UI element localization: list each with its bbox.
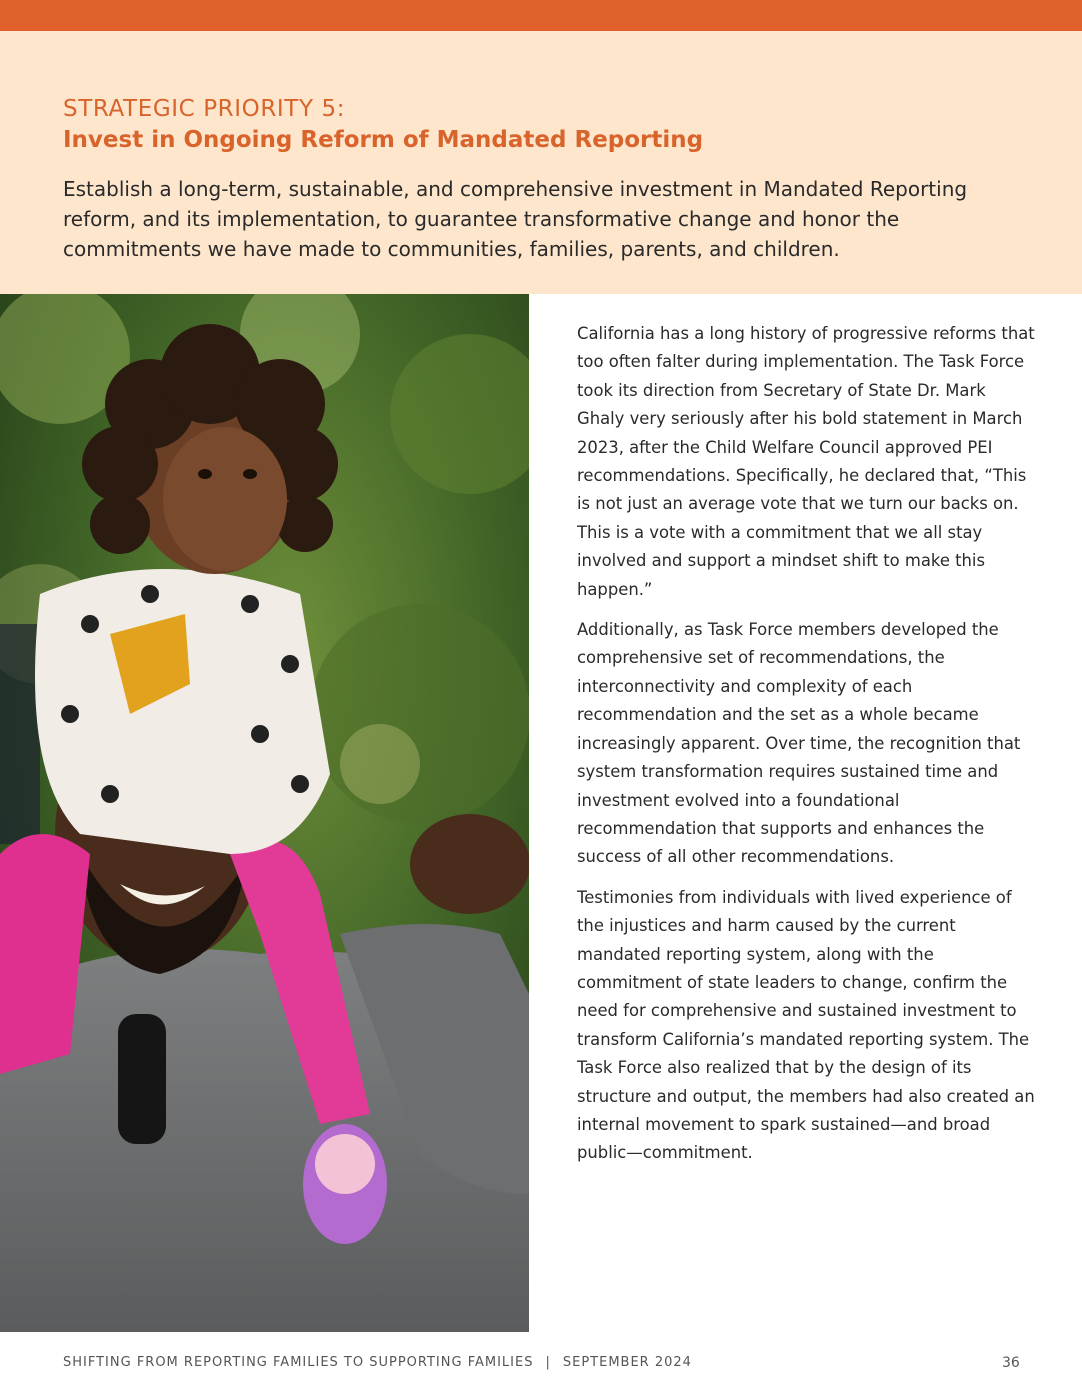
section-kicker: STRATEGIC PRIORITY 5:: [63, 96, 346, 122]
top-accent-bar: [0, 0, 1082, 31]
family-photo: [0, 294, 529, 1332]
page-number: 36: [1002, 1355, 1020, 1371]
section-intro: Establish a long-term, sustainable, and comprehensive investment in Mandated Reporting reform, and its implementation, to guarantee transformative change and honor the commitments we have made to communities, families, parents, and children.: [63, 177, 968, 261]
body-paragraph: Additionally, as Task Force members developed the comprehensive set of recommendations, the interconnectivity and complexity of each recommendation and the set as a whole became increasingly apparent. Over time, the recognition that system transformation requires sustained time and investment evolved into a foundational recommendation that supports and enhances the success of all other recommendations.: [577, 620, 1021, 867]
footer-doc-title: SHIFTING FROM REPORTING FAMILIES TO SUPPORTING FAMILIES: [63, 1355, 534, 1370]
section-title: Invest in Ongoing Reform of Mandated Reporting: [63, 127, 704, 153]
footer-separator: |: [545, 1355, 551, 1370]
footer-date: SEPTEMBER 2024: [562, 1355, 692, 1370]
body-text: [577, 320, 1037, 1180]
body-paragraph: California has a long history of progressive reforms that too often falter during implementation. The Task Force took its direction from Secretary of State Dr. Mark Ghaly very seriously after his bold statement in March 2023, after the Child Welfare Council approved PEI recommendations. Specifically, he declared that, “This is not just an average vote that we turn our backs on. This is a vote with a commitment that we all stay involved and support a mindset shift to make this happen.”: [577, 324, 1035, 599]
body-paragraph: Testimonies from individuals with lived experience of the injustices and harm caused by the current mandated reporting system, along with the commitment of state leaders to change, confirm the need for comprehensive and sustained investment to transform California’s mandated reporting system. The Task Force also realized that by the design of its structure and output, the members had also created an internal movement to spark sustained—and broad public—commitment.: [577, 887, 1035, 1163]
footer: [63, 1355, 692, 1370]
